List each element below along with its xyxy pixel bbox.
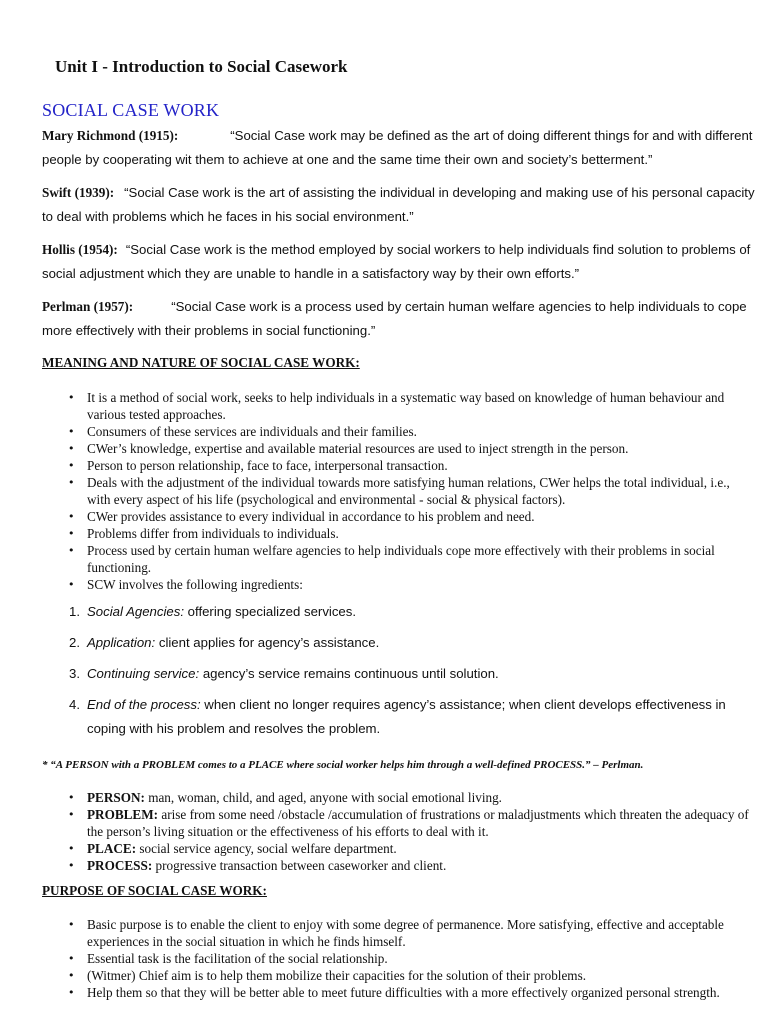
definition-author: Perlman (1957): [42, 299, 134, 314]
list-item: • Help them so that they will be better able to meet future difficulties with a more effectively organized personal strength. [0, 984, 760, 1001]
item-term: Continuing service: [87, 666, 200, 681]
list-item-process [0, 857, 760, 874]
item-term: PERSON: [87, 790, 145, 805]
definition-author: Mary Richmond (1915): [42, 128, 179, 143]
definition-quote: “Social Case work is a process used by certain human welfare agencies to help individuals to cope more effectively with their problems in social functioning.” [42, 299, 747, 338]
heading-purpose: PURPOSE OF SOCIAL CASE WORK: [42, 883, 267, 898]
list-item-place [0, 840, 760, 857]
item-text: agency’s service remains continuous until solution. [199, 666, 499, 681]
definition-swift [42, 181, 758, 229]
item-text: man, woman, child, and aged, anyone with social emotional living. [144, 790, 502, 805]
list-item: • CWer provides assistance to every individual in accordance to his problem and need. [0, 508, 760, 525]
list-item: • Deals with the adjustment of the individual towards more satisfying human relations, CWer helps the total individual, i.e., with every aspect of his life (psychological and environmental - social & physical factors). [0, 474, 760, 508]
list-item-problem [0, 806, 760, 840]
item-term: Application: [87, 635, 156, 650]
item-term: PROCESS: [87, 858, 153, 873]
item-number: 2. [69, 635, 80, 650]
item-text: when client no longer requires agency’s assistance; when client develops effectiveness in coping with his problem and resolves the problem. [87, 697, 726, 736]
definition-quote: “Social Case work may be defined as the art of doing different things for and with different people by cooperating wit them to achieve at one and the same time their own and society’s betterment.” [42, 128, 753, 167]
ingredient-item [0, 662, 760, 686]
item-text: client applies for agency’s assistance. [155, 635, 380, 650]
page-title: Unit I - Introduction to Social Casework [55, 57, 348, 76]
ingredient-item [0, 600, 760, 624]
list-item: • Person to person relationship, face to face, interpersonal transaction. [0, 457, 760, 474]
item-number: 3. [69, 666, 80, 681]
item-term: End of the process: [87, 697, 201, 712]
ingredients-numbered-list [0, 600, 760, 748]
ingredient-item [0, 631, 760, 655]
section-title-social-case-work: SOCIAL CASE WORK [42, 100, 220, 120]
item-number: 1. [69, 604, 80, 619]
definition-hollis [42, 238, 758, 286]
perlman-quote: * “A PERSON with a PROBLEM comes to a PLACE where social worker helps him through a well-defined PROCESS.” – Perlman. [42, 759, 644, 771]
heading-meaning-and-nature: MEANING AND NATURE OF SOCIAL CASE WORK: [42, 355, 360, 370]
list-item: • Consumers of these services are individuals and their families. [0, 423, 760, 440]
item-term: PROBLEM: [87, 807, 159, 822]
item-term: PLACE: [87, 841, 137, 856]
purpose-bullet-list [0, 916, 760, 1001]
list-item: • Essential task is the facilitation of the social relationship. [0, 950, 760, 967]
list-item: • Basic purpose is to enable the client to enjoy with some degree of permanence. More satisfying, effective and acceptable experiences in the social situation in which he finds himself. [0, 916, 760, 950]
list-item: • CWer’s knowledge, expertise and available material resources are used to inject strength in the person. [0, 440, 760, 457]
list-item: • Process used by certain human welfare agencies to help individuals cope more effectively with their problems in social functioning. [0, 542, 760, 576]
item-text: offering specialized services. [184, 604, 357, 619]
list-item: • It is a method of social work, seeks to help individuals in a systematic way based on knowledge of human behaviour and various tested approaches. [0, 389, 760, 423]
list-item: • Problems differ from individuals to individuals. [0, 525, 760, 542]
list-item: • SCW involves the following ingredients: [0, 576, 760, 593]
definition-author: Swift (1939): [42, 185, 115, 200]
four-p-list [0, 789, 760, 874]
item-text: progressive transaction between caseworker and client. [152, 858, 447, 873]
definition-perlman [42, 295, 758, 343]
ingredient-item [0, 693, 760, 741]
item-term: Social Agencies: [87, 604, 185, 619]
definition-quote: “Social Case work is the art of assisting the individual in developing and making use of his personal capacity to deal with problems which he faces in his social environment.” [42, 185, 755, 224]
item-text: social service agency, social welfare department. [136, 841, 397, 856]
item-text: arise from some need /obstacle /accumulation of frustrations or maladjustments which threaten the adequacy of the person’s living situation or the effectiveness of his efforts to deal with it. [87, 807, 749, 839]
item-number: 4. [69, 697, 80, 712]
meaning-bullet-list [0, 389, 760, 593]
definition-author: Hollis (1954): [42, 242, 118, 257]
list-item: • (Witmer) Chief aim is to help them mobilize their capacities for the solution of their problems. [0, 967, 760, 984]
definition-quote: “Social Case work is the method employed by social workers to help individuals find solution to problems of social adjustment which they are unable to handle in a satisfactory way by their own efforts.” [42, 242, 751, 281]
list-item-person [0, 789, 760, 806]
definition-richmond [42, 124, 758, 172]
